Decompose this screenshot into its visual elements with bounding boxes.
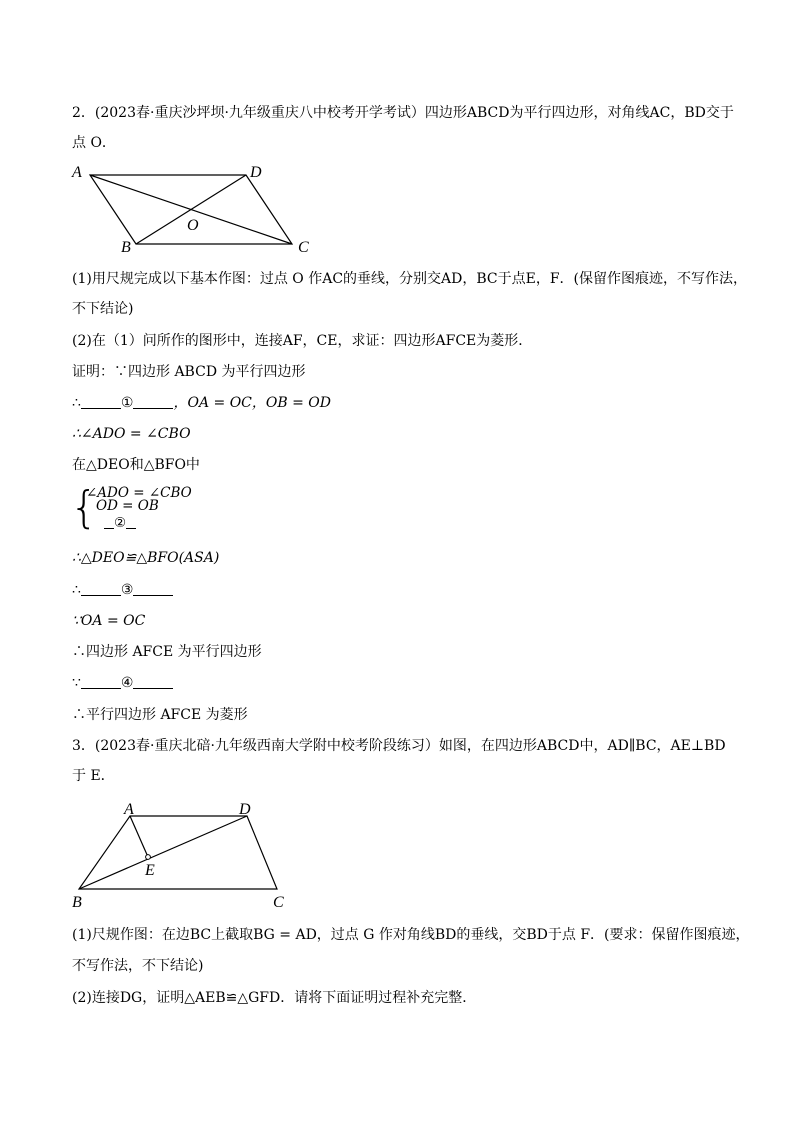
q2-line2: 点 O． — [72, 135, 116, 151]
fill-blank — [133, 674, 173, 689]
q3-label-e: E — [145, 862, 155, 879]
system-line-3 — [104, 514, 136, 530]
q2-label-d: D — [250, 164, 262, 181]
fill-blank — [133, 394, 173, 409]
blank-marker-2: ② — [114, 515, 127, 531]
fill-blank — [81, 581, 121, 596]
q2-label-c: C — [298, 239, 309, 256]
q3-label-b: B — [72, 894, 82, 910]
proof-step-9 — [72, 673, 173, 693]
q3-label-c: C — [273, 894, 284, 910]
q3-segment-ae — [130, 816, 148, 857]
proof-step-4: 在△DEO和△BFO中 — [72, 457, 200, 473]
proof-step-8: ∴四边形 AFCE 为平行四边形 — [72, 644, 262, 660]
fill-blank — [133, 581, 173, 596]
q3-part1-line2: 不写作法，不下结论) — [72, 958, 204, 974]
proof-step-2 — [72, 393, 331, 413]
q2-part1-line1: (1)用尺规完成以下基本作图：过点 O 作AC的垂线，分别交AD，BC于点E，F．(保留作图痕迹，不写作法， — [72, 271, 748, 287]
because-symbol: ∵ — [72, 675, 81, 691]
q3-trapezoid-abcd — [79, 816, 277, 889]
proof-step-3: ∴∠ADO = ∠CBO — [72, 426, 191, 442]
q3-part2: (2)连接DG，证明△AEB≌△GFD．请将下面证明过程补充完整． — [72, 990, 477, 1006]
q2-line1: 2．(2023春·重庆沙坪坝·九年级重庆八中校考开学考试）四边形ABCD为平行四边形，对角线AC，BD交于 — [72, 105, 734, 121]
system-line-2: OD = OB — [96, 498, 159, 514]
proof-step-5: ∴△DEO≌△BFO(ASA) — [72, 550, 220, 566]
q2-parallelogram-figure — [66, 160, 326, 260]
q3-line1: 3．(2023春·重庆北碚·九年级西南大学附中校考阶段练习）如图，在四边形ABCD中，AD∥BC，AE⊥BD — [72, 738, 726, 754]
q3-label-d: D — [239, 801, 251, 818]
blank-marker-3: ③ — [120, 582, 134, 598]
proof-step-7: ∵OA = OC — [72, 613, 146, 629]
q2-label-o: O — [187, 217, 199, 234]
therefore-symbol: ∴ — [72, 582, 81, 598]
q2-part1-line2: 不下结论) — [72, 301, 134, 317]
proof-step-6 — [72, 580, 173, 600]
q3-point-e — [146, 855, 151, 860]
q2-label-a: A — [72, 164, 82, 181]
q3-trapezoid-figure — [66, 798, 306, 910]
fill-blank — [104, 514, 114, 529]
therefore-symbol: ∴ — [72, 395, 81, 411]
q2-label-b: B — [121, 239, 131, 256]
blank-marker-4: ④ — [120, 675, 134, 691]
fill-blank — [81, 394, 121, 409]
proof-step-10: ∴平行四边形 AFCE 为菱形 — [72, 707, 248, 723]
blank-marker-1: ① — [120, 395, 134, 411]
q2-part2: (2)在（1）问所作的图形中，连接AF，CE，求证：四边形AFCE为菱形． — [72, 333, 533, 349]
proof-step-2-text: ，OA = OC，OB = OD — [173, 395, 331, 411]
proof-step-1: 证明：∵四边形 ABCD 为平行四边形 — [72, 364, 306, 380]
fill-blank — [126, 514, 136, 529]
q3-line2: 于 E． — [72, 768, 115, 784]
q3-label-a: A — [124, 801, 134, 818]
system-brace: { — [70, 482, 98, 533]
system-line-1: ∠ADO = ∠CBO — [86, 485, 192, 501]
fill-blank — [81, 674, 121, 689]
q3-part1-line1: (1)尺规作图：在边BC上截取BG = AD，过点 G 作对角线BD的垂线，交BD于点 F．(要求：保留作图痕迹， — [72, 927, 750, 943]
